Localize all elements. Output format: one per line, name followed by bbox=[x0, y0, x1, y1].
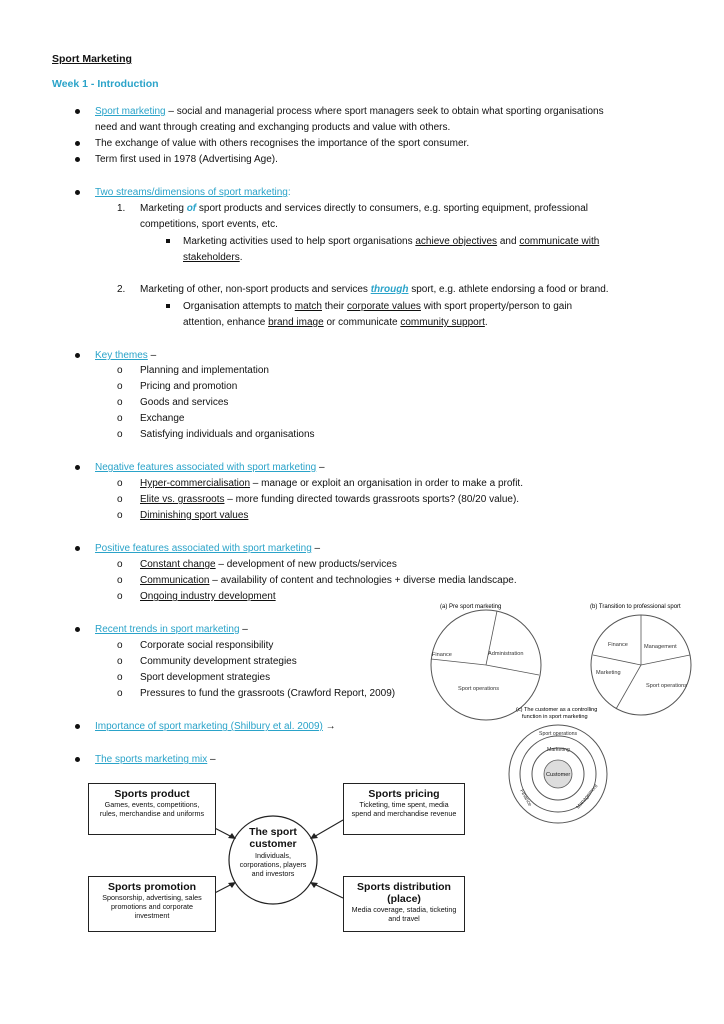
bullet-dot bbox=[75, 465, 80, 470]
positive-item: Communication – availability of content and technologies + diverse media landscape. bbox=[140, 575, 517, 586]
pie-c-label: Marketing bbox=[547, 747, 570, 753]
negative-item: Hyper-commercialisation – manage or exploit an organisation in order to make a profit. bbox=[140, 478, 523, 489]
themes-heading: Key themes – bbox=[95, 350, 157, 361]
trend-item: Sport development strategies bbox=[140, 672, 271, 683]
positive-item: Constant change – development of new products/services bbox=[140, 559, 397, 570]
sports-distribution-desc: Media coverage, stadia, ticketing and travel bbox=[351, 905, 457, 923]
negative-heading: Negative features associated with sport marketing – bbox=[95, 462, 325, 473]
sports-product-desc: Games, events, competitions, rules, merchandise and uniforms bbox=[99, 800, 205, 818]
mix-heading: The sports marketing mix – bbox=[95, 754, 216, 765]
theme-item: Planning and implementation bbox=[140, 365, 269, 376]
sport-customer-title: The sport customer bbox=[249, 826, 297, 850]
intro-bullet-3: Term first used in 1978 (Advertising Age). bbox=[95, 154, 278, 165]
square-bullet bbox=[166, 239, 170, 243]
sports-distribution-box bbox=[343, 876, 465, 932]
bullet-dot bbox=[75, 546, 80, 551]
theme-item: Pricing and promotion bbox=[140, 381, 238, 392]
sports-product-box bbox=[88, 783, 216, 835]
marketing-mix-link[interactable]: The sports marketing mix bbox=[95, 754, 208, 765]
sports-pricing-title: Sports pricing bbox=[368, 788, 440, 800]
streams-link[interactable]: Two streams/dimensions of sport marketing bbox=[95, 187, 288, 198]
sport-marketing-link[interactable]: Sport marketing bbox=[95, 106, 166, 117]
pie-b-label: Management bbox=[644, 644, 677, 650]
importance-link[interactable]: Importance of sport marketing (Shilbury et al. 2009) bbox=[95, 721, 323, 732]
positive-features-link[interactable]: Positive features associated with sport marketing bbox=[95, 543, 312, 554]
trends-heading: Recent trends in sport marketing – bbox=[95, 624, 248, 635]
pie-a-title: (a) Pre sport marketing bbox=[440, 604, 502, 610]
bullet-dot bbox=[75, 141, 80, 146]
theme-item: Satisfying individuals and organisations bbox=[140, 429, 315, 440]
sports-distribution-title: Sports distribution (place) bbox=[357, 881, 451, 905]
stream-2-text: Marketing of other, non-sport products and services through sport, e.g. athlete endorsing a food or brand. bbox=[140, 284, 609, 295]
bullet-dot bbox=[75, 157, 80, 162]
pie-a-label: Administration bbox=[488, 651, 524, 657]
trend-item: Pressures to fund the grassroots (Crawford Report, 2009) bbox=[140, 688, 396, 699]
week-heading: Week 1 - Introduction bbox=[52, 78, 159, 90]
sports-pricing-box bbox=[343, 783, 465, 835]
square-bullet bbox=[166, 304, 170, 308]
stream-1-number: 1. bbox=[117, 203, 126, 214]
streams-heading: Two streams/dimensions of sport marketing: bbox=[95, 187, 291, 198]
pie-b-label: Finance bbox=[608, 642, 628, 648]
trend-item: Community development strategies bbox=[140, 656, 297, 667]
key-themes-link[interactable]: Key themes bbox=[95, 350, 148, 361]
bullet-dot bbox=[75, 724, 80, 729]
recent-trends-link[interactable]: Recent trends in sport marketing bbox=[95, 624, 240, 635]
bullet-dot bbox=[75, 190, 80, 195]
pie-c-title: (c) The customer as a controlling bbox=[516, 707, 598, 713]
sports-promotion-title: Sports promotion bbox=[107, 881, 197, 893]
arrow-right-icon: → bbox=[325, 721, 336, 732]
document-title: Sport Marketing bbox=[52, 53, 132, 65]
negative-item: Diminishing sport values bbox=[140, 510, 249, 521]
pie-b-label: Sport operations bbox=[646, 683, 688, 689]
pie-a-label: Sport operations bbox=[458, 686, 500, 692]
stream-1-sub: Marketing activities used to help sport organisations achieve objectives and communicate with bbox=[183, 236, 600, 247]
trend-item: Corporate social responsibility bbox=[140, 640, 274, 651]
stream-1-sub-cont: stakeholders. bbox=[183, 252, 243, 263]
intro-bullet-2: The exchange of value with others recognises the importance of the sport consumer. bbox=[95, 138, 470, 149]
positive-heading: Positive features associated with sport marketing – bbox=[95, 543, 321, 554]
stream-1-text: Marketing of sport products and services directly to consumers, e.g. sporting equipment, professional bbox=[140, 203, 589, 214]
pie-c-label: Customer bbox=[546, 772, 571, 778]
positive-item: Ongoing industry development bbox=[140, 591, 276, 602]
sports-product-title: Sports product bbox=[114, 788, 190, 800]
intro-bullet-1-cont: need and want through creating and exchanging products and value with others. bbox=[95, 122, 451, 133]
sports-pricing-desc: Ticketing, time spent, media spend and merchandise revenue bbox=[351, 800, 457, 818]
bullet-dot bbox=[75, 109, 80, 114]
bullet-dot bbox=[75, 627, 80, 632]
pie-c-label: Finance bbox=[518, 788, 533, 808]
sport-customer-center bbox=[233, 826, 313, 878]
pie-c-title-2: function in sport marketing bbox=[522, 714, 588, 720]
pie-c-label: Management bbox=[575, 783, 600, 811]
bullet-dot bbox=[75, 757, 80, 762]
sports-promotion-desc: Sponsorship, advertising, sales promotions and corporate investment bbox=[102, 893, 202, 920]
pie-b-title: (b) Transition to professional sport bbox=[590, 604, 681, 610]
pie-c-label: Sport operations bbox=[539, 731, 578, 737]
negative-item: Elite vs. grassroots – more funding directed towards grassroots sports? (80/20 value). bbox=[140, 494, 520, 505]
sport-customer-desc: Individuals, corporations, players and investors bbox=[239, 851, 307, 878]
stream-2-number: 2. bbox=[117, 284, 126, 295]
stream-2-sub: Organisation attempts to match their corporate values with sport property/person to gain bbox=[183, 301, 573, 312]
negative-features-link[interactable]: Negative features associated with sport marketing bbox=[95, 462, 317, 473]
stream-1-text-cont: competitions, sport events, etc. bbox=[140, 219, 278, 230]
stream-2-sub-cont: attention, enhance brand image or communicate community support. bbox=[183, 317, 488, 328]
theme-item: Goods and services bbox=[140, 397, 229, 408]
theme-item: Exchange bbox=[140, 413, 185, 424]
sports-promotion-box bbox=[88, 876, 216, 932]
pie-a-label: Finance bbox=[432, 652, 452, 658]
bullet-dot bbox=[75, 353, 80, 358]
intro-bullet-1: Sport marketing – social and managerial process where sport managers seek to obtain what sporting organisations bbox=[95, 106, 604, 117]
importance-heading bbox=[95, 720, 336, 733]
pie-b-label: Marketing bbox=[596, 670, 621, 676]
